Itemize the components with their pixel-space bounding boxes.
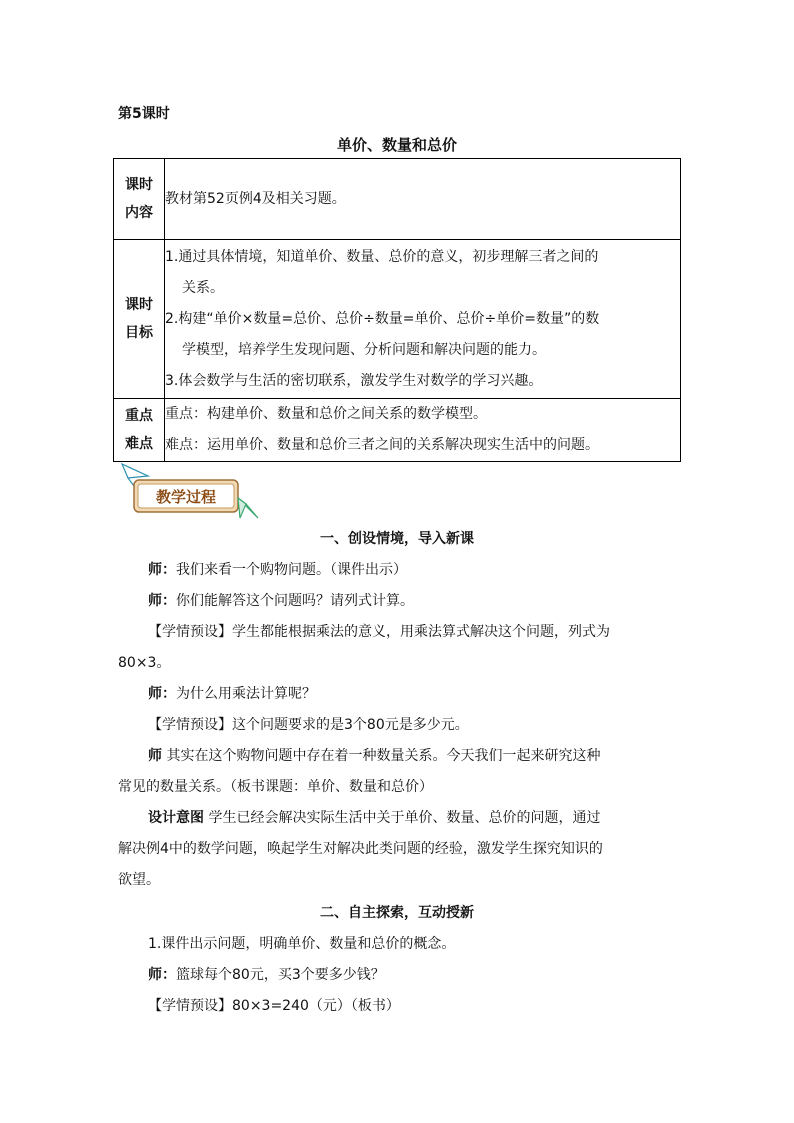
paragraph-continuation: 80×3。 [118, 655, 171, 671]
paragraph [118, 741, 676, 772]
lesson-info-table [113, 158, 681, 462]
paragraph-text: 我们来看一个购物问题。（课件出示） [176, 562, 407, 578]
paragraph-text: 其实在这个购物问题中存在着一种数量关系。今天我们一起来研究这种 [162, 748, 601, 764]
paragraph [118, 679, 676, 710]
goal-2-line-a: 2.构建“单价×数量=总价、总价÷数量=单价、总价÷单价=数量”的数 [165, 310, 600, 327]
label-line: 难点 [125, 436, 153, 452]
preview-tag: 【学情预设】 [148, 624, 232, 640]
section-2 [118, 898, 676, 1022]
speaker-label: 师： [148, 593, 176, 609]
banner-label: 教学过程 [155, 488, 217, 506]
speaker-label: 师： [148, 686, 176, 702]
paragraph [118, 710, 676, 741]
lesson-number: 第5课时 [118, 106, 170, 122]
paragraph: 1.课件出示问题，明确单价、数量和总价的概念。 [148, 936, 456, 952]
speaker-label: 师： [148, 967, 176, 983]
table-row-key-points [114, 399, 681, 462]
design-intent-label: 设计意图 [148, 810, 204, 826]
speaker-label: 师： [148, 562, 176, 578]
paragraph-continuation: 欲望。 [118, 872, 160, 888]
paragraph-text: 学生都能根据乘法的意义，用乘法算式解决这个问题，列式为 [232, 624, 610, 640]
table-row-content [114, 159, 681, 240]
goal-2-line-b: 学模型，培养学生发现问题、分析问题和解决问题的能力。 [182, 341, 546, 358]
paragraph-text: 你们能解答这个问题吗？请列式计算。 [176, 593, 414, 609]
label-line: 课时 [125, 297, 153, 313]
lesson-title: 单价、数量和总价 [336, 136, 457, 154]
table-row-goals [114, 240, 681, 399]
key-difficulty-cell [165, 399, 681, 462]
paragraph-text: 篮球每个80元，买3个要多少钱？ [176, 967, 385, 983]
preview-tag: 【学情预设】 [148, 998, 232, 1014]
label-line: 重点 [125, 408, 153, 424]
label-line: 内容 [125, 205, 153, 221]
speaker-label: 师 [148, 748, 162, 764]
goals-cell [165, 240, 681, 399]
goal-3: 3.体会数学与生活的密切联系，激发学生对数学的学习兴趣。 [165, 372, 543, 389]
paragraph-text: 学生已经会解决实际生活中关于单价、数量、总价的问题，通过 [204, 810, 601, 826]
paragraph [118, 586, 676, 617]
paragraph [118, 960, 676, 991]
content-cell: 教材第52页例4及相关习题。 [165, 159, 681, 240]
goal-1-line-a: 1.通过具体情境，知道单价、数量、总价的意义，初步理解三者之间的 [165, 248, 599, 265]
label-line: 课时 [125, 177, 153, 193]
section-2-heading: 二、自主探索，互动授新 [320, 905, 474, 921]
goal-1-line-b: 关系。 [182, 279, 224, 296]
paragraph [118, 617, 676, 648]
paragraph-continuation: 解决例4中的数学问题，唤起学生对解决此类问题的经验，激发学生探究知识的 [118, 841, 603, 857]
paragraph-continuation: 常见的数量关系。（板书课题：单价、数量和总价） [118, 779, 433, 795]
label-goals [114, 240, 165, 399]
section-1-heading: 一、创设情境，导入新课 [320, 531, 474, 547]
key-point: 重点：构建单价、数量和总价之间关系的数学模型。 [165, 406, 487, 422]
paragraph [118, 991, 676, 1022]
teaching-process-banner [118, 462, 260, 522]
section-1 [118, 524, 676, 896]
paragraph [118, 803, 676, 834]
paper-plane-icon [122, 464, 148, 478]
label-line: 目标 [125, 325, 153, 341]
difficulty-point: 难点：运用单价、数量和总价三者之间的关系解决现实生活中的问题。 [165, 437, 599, 453]
preview-tag: 【学情预设】 [148, 717, 232, 733]
paragraph-text: 80×3=240（元）（板书） [232, 998, 400, 1014]
paragraph [118, 555, 676, 586]
paragraph-text: 为什么用乘法计算呢？ [176, 686, 316, 702]
label-content [114, 159, 165, 240]
label-key-difficulty [114, 399, 165, 462]
paragraph-text: 这个问题要求的是3个80元是多少元。 [232, 717, 469, 733]
